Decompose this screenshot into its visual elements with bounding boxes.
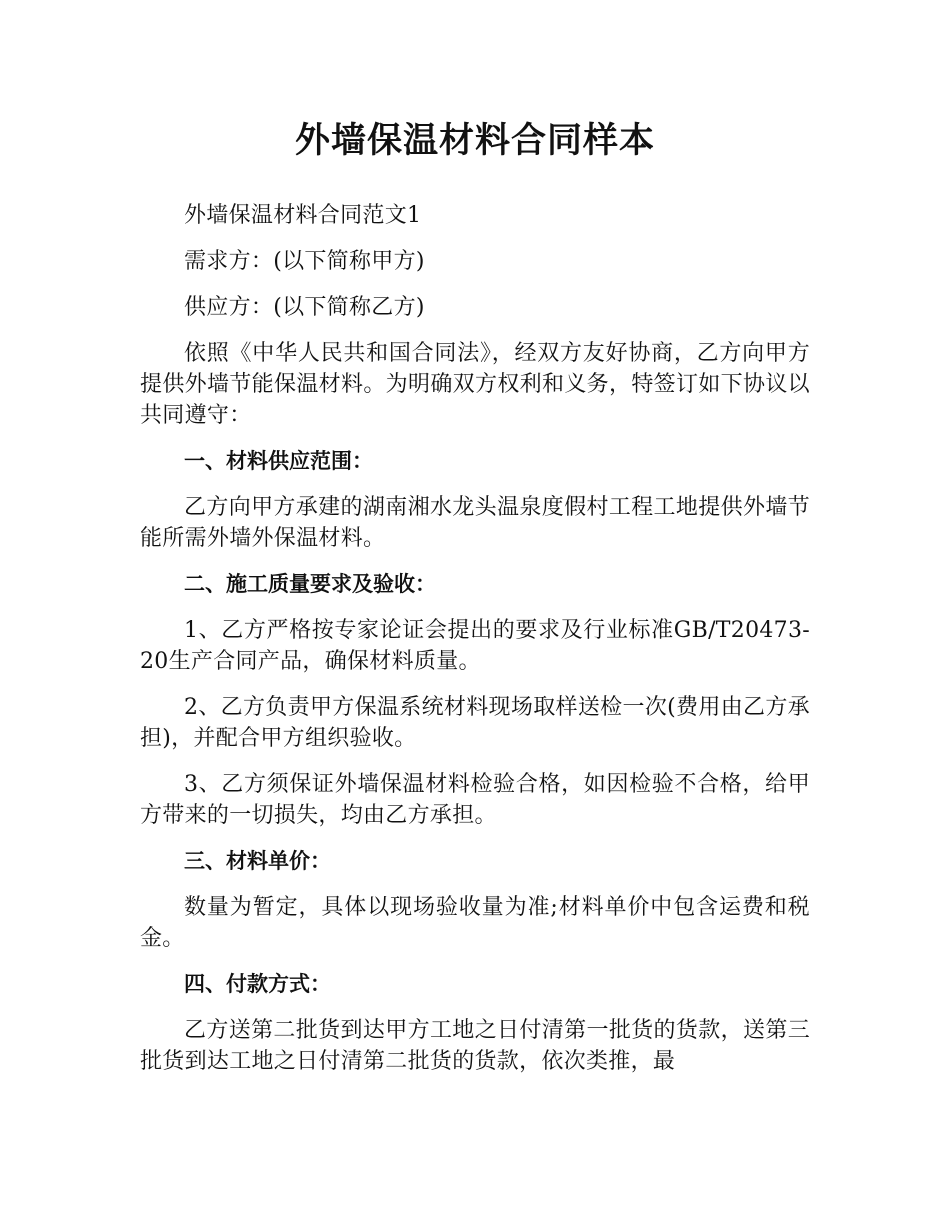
section-2-paragraph-1: 1、乙方严格按专家论证会提出的要求及行业标准GB/T20473-20生产合同产品，确保材料质量。 bbox=[140, 618, 810, 674]
section-heading-4: 四、付款方式： bbox=[184, 972, 331, 996]
section-heading-3: 三、材料单价： bbox=[184, 849, 331, 873]
section-heading-2: 二、施工质量要求及验收： bbox=[184, 572, 436, 596]
section-2-paragraph-3: 3、乙方须保证外墙保温材料检验合格，如因检验不合格，给甲方带来的一切损失，均由乙方承担。 bbox=[140, 772, 810, 828]
party-a-line: 需求方：(以下简称甲方) bbox=[184, 249, 425, 274]
party-b-line: 供应方：(以下简称乙方) bbox=[184, 295, 425, 320]
section-4-paragraph-1: 乙方送第二批货到达甲方工地之日付清第一批货的货款，送第三批货到达工地之日付清第二批货的货款，依次类推，最 bbox=[140, 1018, 810, 1074]
section-heading-1: 一、材料供应范围： bbox=[184, 449, 373, 473]
sample-title: 外墙保温材料合同范文1 bbox=[184, 203, 422, 228]
document-title: 外墙保温材料合同样本 bbox=[294, 121, 655, 161]
section-2-paragraph-2: 2、乙方负责甲方保温系统材料现场取样送检一次(费用由乙方承担)，并配合甲方组织验收。 bbox=[140, 695, 810, 751]
section-3-paragraph-1: 数量为暂定，具体以现场验收量为准;材料单价中包含运费和税金。 bbox=[140, 895, 810, 951]
document-body bbox=[140, 200, 810, 1077]
preamble-paragraph: 依照《中华人民共和国合同法》，经双方友好协商，乙方向甲方提供外墙节能保温材料。为明确双方权利和义务，特签订如下协议以共同遵守： bbox=[140, 341, 810, 428]
section-1-paragraph-1: 乙方向甲方承建的湖南湘水龙头温泉度假村工程工地提供外墙节能所需外墙外保温材料。 bbox=[140, 495, 810, 551]
